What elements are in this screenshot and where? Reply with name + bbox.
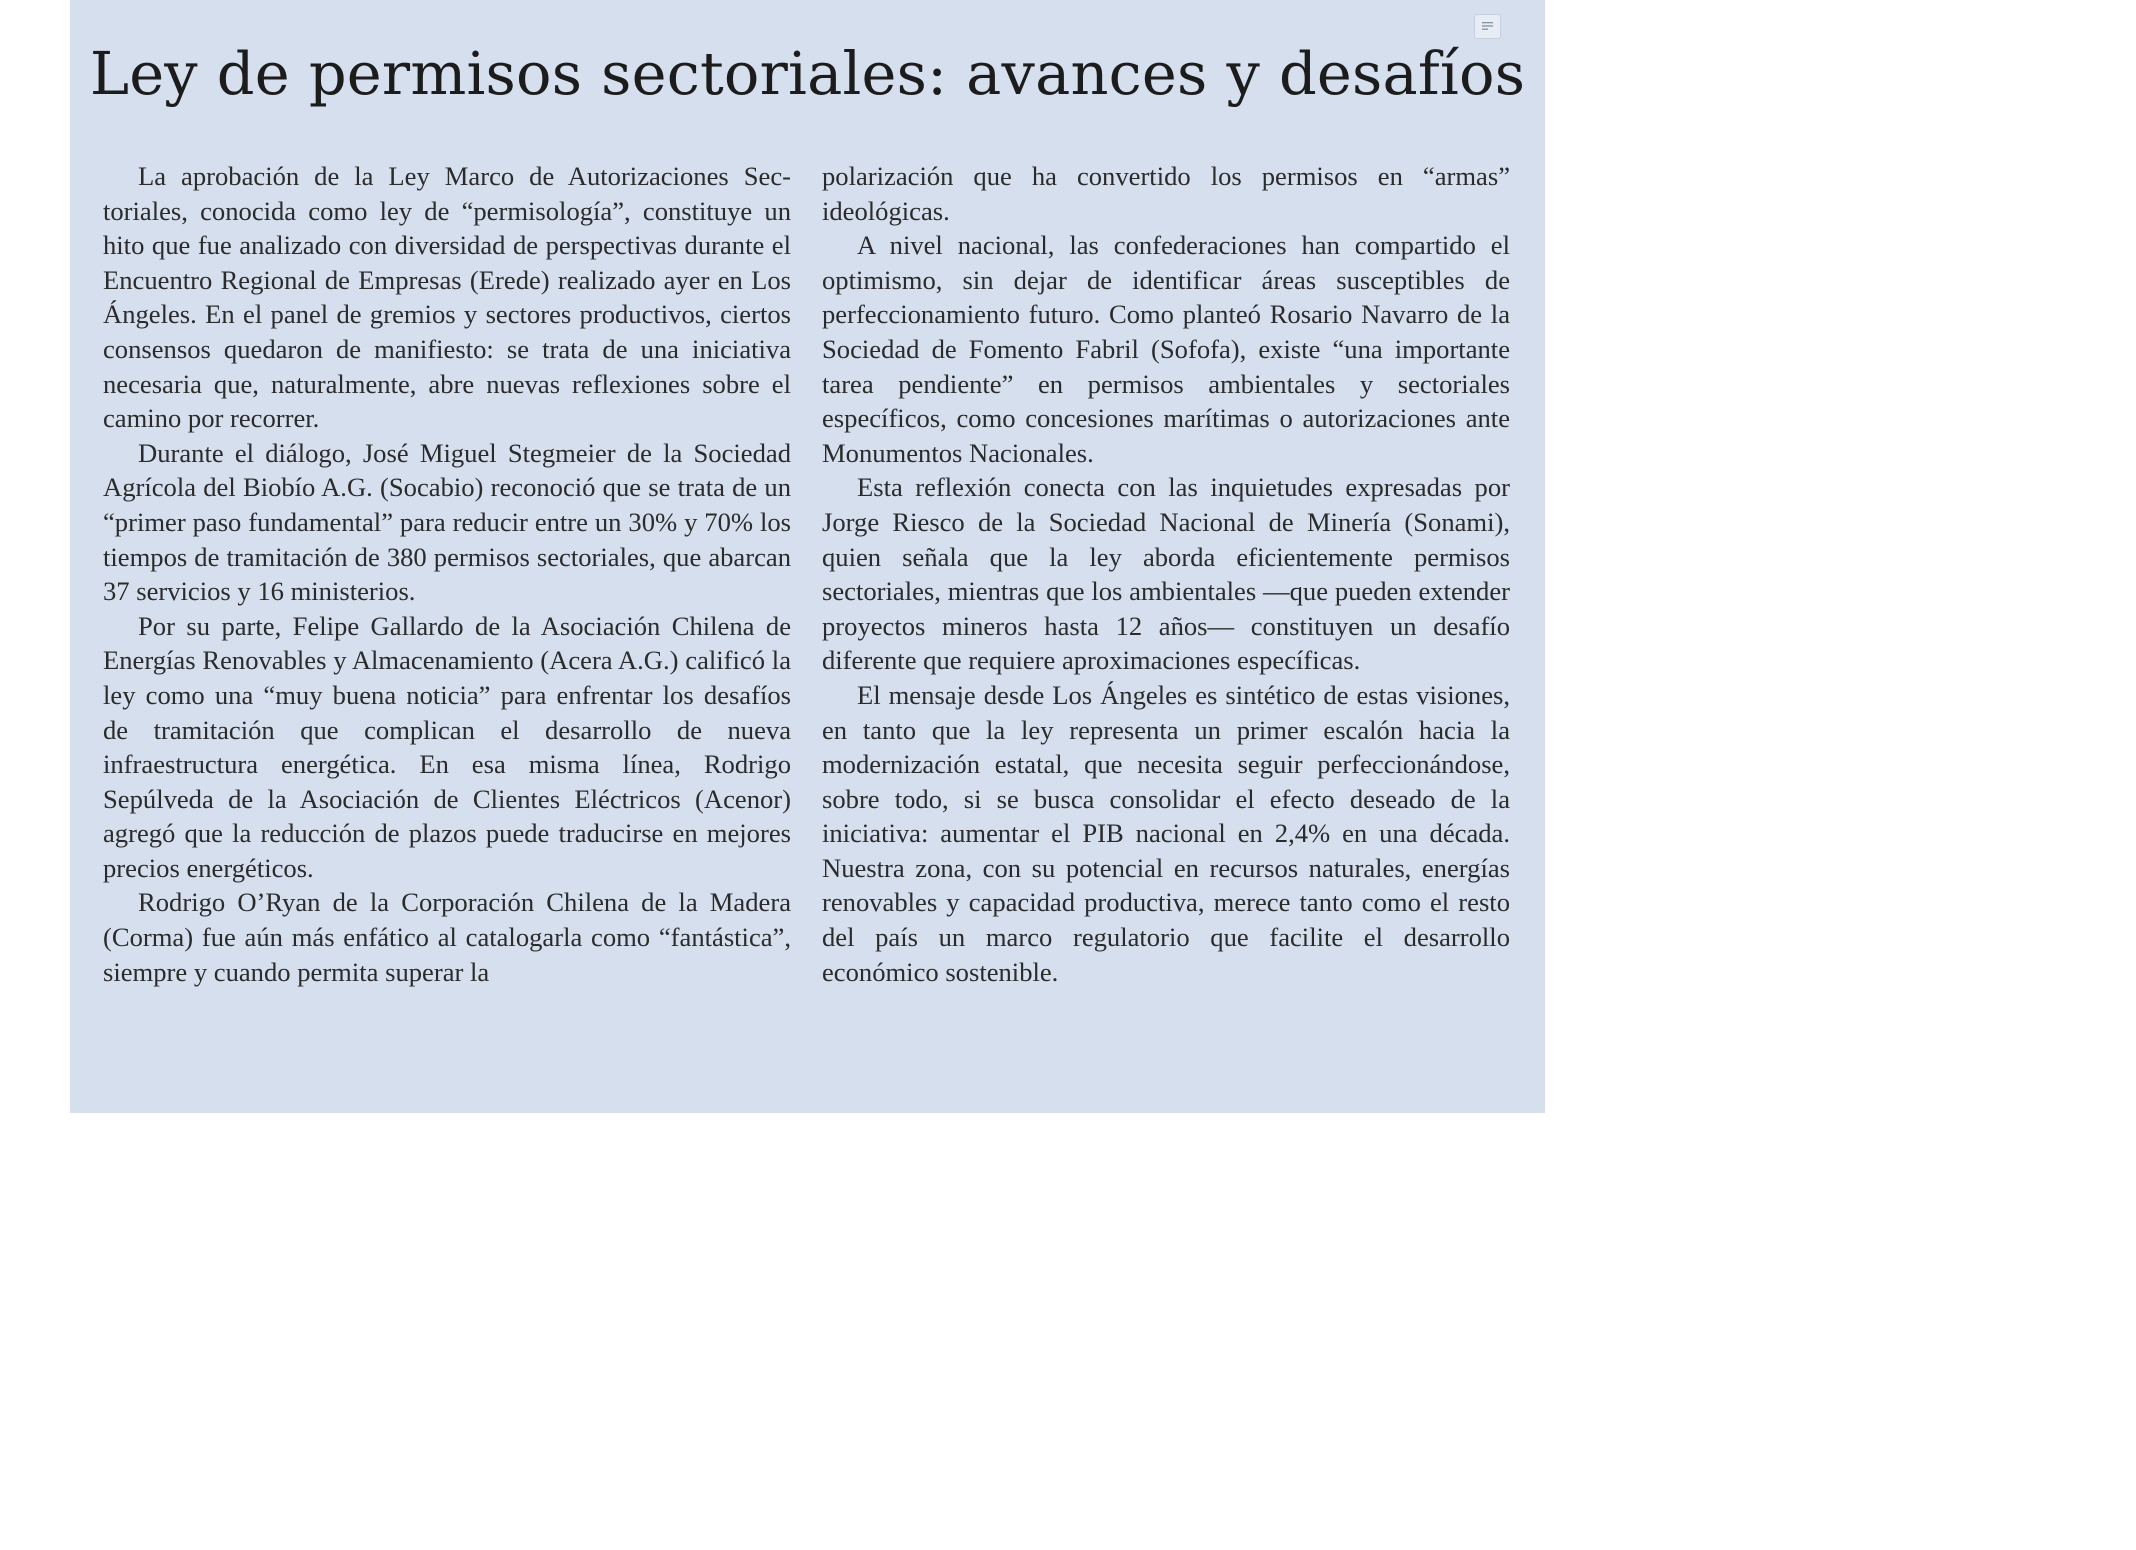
article-paragraph-3: Por su parte, Felipe Gallardo de la Asociación Chilena de Energías Renovables y Almacenamiento (Acera A.G.) calificó la ley como una “muy buena noticia” para enfrentar los desafíos de tramitación que complican el desarrollo de nueva infraestructura energética. En esa misma línea, Rodrigo Sepúlveda de la Asociación de Clientes Eléctricos (Acenor) agregó que la reducción de plazos puede traducirse en mejores precios energéticos. [103, 610, 791, 883]
article-panel [70, 0, 1545, 1113]
article-title: Ley de permisos sectoriales: avances y desafíos [89, 39, 1526, 108]
article-paragraph-1: La aprobación de la Ley Marco de Autorizaciones Sectoriales, conocida como ley de “permisología”, constituye un hito que fue analizado con diversidad de perspectivas durante el Encuentro Regional de Empresas (Erede) realizado ayer en Los Ángeles. En el panel de gremios y sectores productivos, ciertos consensos quedaron de manifiesto: se trata de una iniciativa necesaria que, naturalmente, abre nuevas reflexiones sobre el camino por recorrer. [103, 161, 791, 434]
article-paragraph-5: A nivel nacional, las confederaciones han compartido el optimismo, sin dejar de identificar áreas susceptibles de perfeccionamiento futuro. Como planteó Rosario Navarro de la Sociedad de Fomento Fabril (Sofofa), existe “una importante tarea pendiente” en permisos ambientales y sectoriales específicos, como concesiones marítimas o autorizaciones ante Monumentos Nacionales. [822, 230, 1510, 468]
article-left-column [103, 159, 791, 989]
article-paragraph-2: Durante el diálogo, José Miguel Stegmeier de la Sociedad Agrícola del Biobío A.G. (Socabio) reconoció que se trata de un “primer paso fundamental” para reducir entre un 30% y 70% los tiempos de tramitación de 380 permisos sectoriales, que abarcan 37 servicios y 16 ministerios. [103, 437, 791, 607]
article-right-column [822, 159, 1510, 989]
article-paragraph-4: Rodrigo O’Ryan de la Corporación Chilena de la Madera (Corma) fue aún más enfático al catalogarla como “fantástica”, siempre y cuando permita superar la [103, 887, 791, 987]
notes-icon[interactable] [1474, 14, 1501, 39]
article-paragraph-4-continued: polarización que ha convertido los permisos en “armas” ideológicas. [822, 161, 1510, 226]
notes-icon-glyph [1482, 22, 1494, 32]
article-paragraph-6: Esta reflexión conecta con las inquietudes expresadas por Jorge Riesco de la Sociedad Nacional de Minería (Sonami), quien señala que la ley aborda eficientemente permisos sectoriales, mientras que los ambientales —que pueden extender proyectos mineros hasta 12 años— constituyen un desafío diferente que requiere aproximaciones específicas. [822, 472, 1510, 676]
article-paragraph-7: El mensaje desde Los Ángeles es sintético de estas visiones, en tanto que la ley representa un primer escalón hacia la modernización estatal, que necesita seguir perfeccionándose, sobre todo, si se busca consolidar el efecto deseado de la iniciativa: aumentar el PIB nacional en 2,4% en una década. Nuestra zona, con su potencial en recursos naturales, energías renovables y capacidad productiva, merece tanto como el resto del país un marco regulatorio que facilite el desarrollo económico sostenible. [822, 679, 1510, 987]
